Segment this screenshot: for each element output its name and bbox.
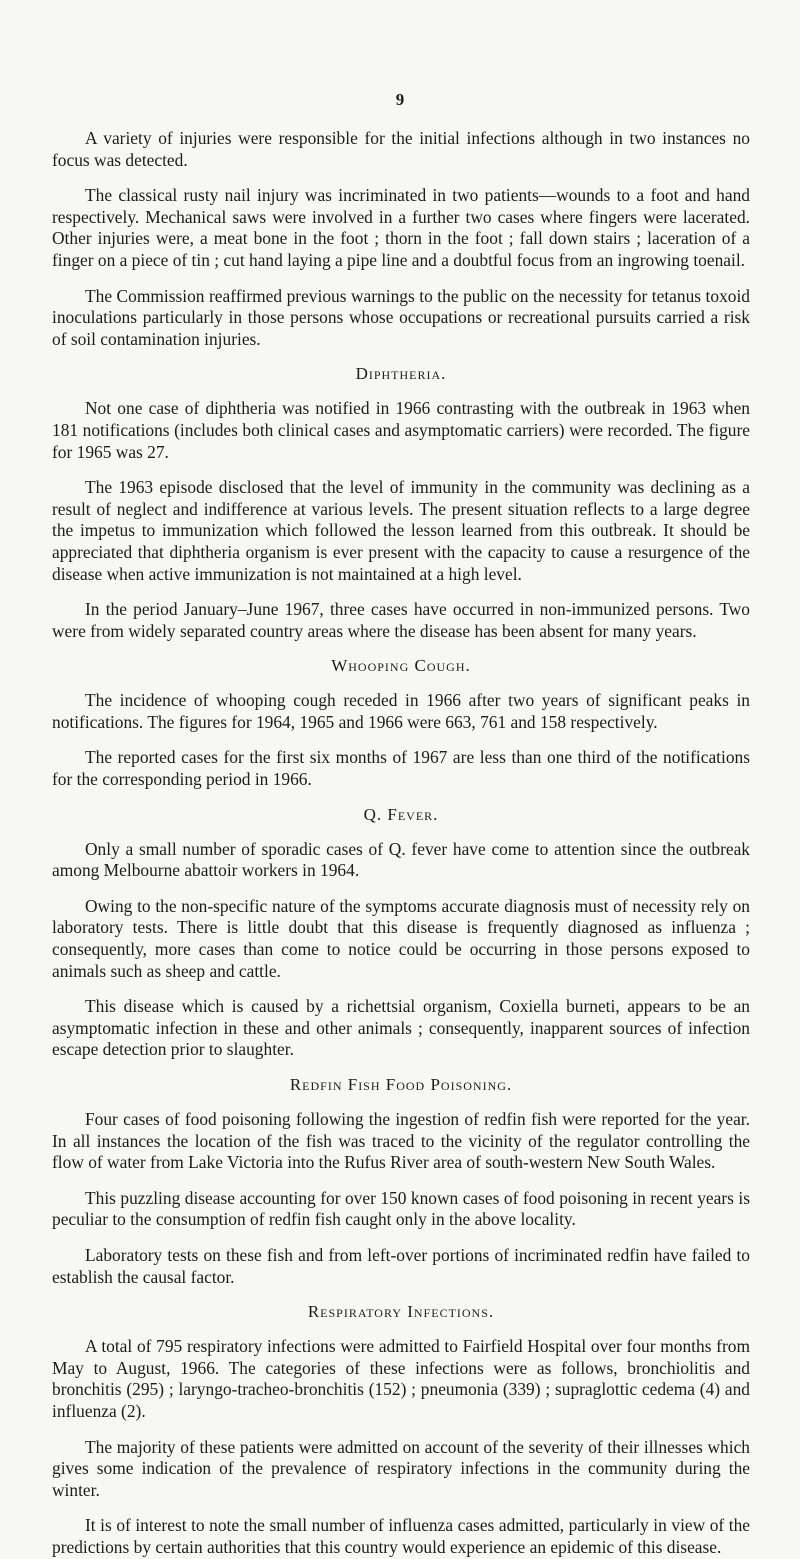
paragraph: The classical rusty nail injury was incriminated in two patients—wounds to a foot and hand respectively. Mechanical saws were involved in a further two cases where fingers were lacerated. Other injuries were, a meat bone in the foot ; thorn in the foot ; fall down stairs ; laceration of a finger on a piece of tin ; cut hand laying a pipe line and a doubtful focus from an ingrowing toenail. bbox=[52, 185, 750, 270]
paragraph: A variety of injuries were responsible for the initial infections although in two instances no focus was detected. bbox=[52, 128, 750, 170]
paragraph: Four cases of food poisoning following the ingestion of redfin fish were reported for the year. In all instances the location of the fish was traced to the vicinity of the regulator controlling the flow of water from Lake Victoria into the Rufus River area of south-western New South Wales. bbox=[52, 1109, 750, 1173]
paragraph: The majority of these patients were admitted on account of the severity of their illnesses which gives some indication of the prevalence of respiratory infections in the community during the winter. bbox=[52, 1436, 750, 1500]
section-heading: Respiratory Infections. bbox=[307, 1302, 495, 1322]
paragraph: Only a small number of sporadic cases of Q. fever have come to attention since the outbreak among Melbourne abattoir workers in 1964. bbox=[52, 838, 750, 881]
paragraph: This puzzling disease accounting for over 150 known cases of food poisoning in recent years is peculiar to the consumption of redfin fish caught only in the above locality. bbox=[52, 1187, 750, 1230]
paragraph: In the period January–June 1967, three cases have occurred in non-immunized persons. Two were from widely separated country areas where the disease has been absent for many years. bbox=[52, 599, 750, 641]
paragraph: Owing to the non-specific nature of the symptoms accurate diagnosis must of necessity rely on laboratory tests. There is little doubt that this disease is frequently diagnosed as influenza ; consequently, more cases than come to notice could be occurring in those persons exposed to animals such as sheep and cattle. bbox=[52, 895, 750, 981]
page-number: 9 bbox=[395, 90, 405, 109]
section-q-fever bbox=[52, 805, 750, 1061]
section-respiratory-infections bbox=[52, 1302, 750, 1558]
section-heading: Q. Fever. bbox=[363, 804, 439, 824]
page-content bbox=[52, 128, 750, 1559]
paragraph: The Commission reaffirmed previous warnings to the public on the necessity for tetanus toxoid inoculations particularly in those persons whose occupations or recreational pursuits carried a risk of soil contamination injuries. bbox=[52, 285, 750, 349]
paragraph: Not one case of diphtheria was notified in 1966 contrasting with the outbreak in 1963 when 181 notifications (includes both clinical cases and asymptomatic carriers) were recorded. The figure for 1965 was 27. bbox=[52, 398, 750, 462]
section-redfin-fish-food-poisoning bbox=[52, 1075, 750, 1288]
paragraph: The 1963 episode disclosed that the level of immunity in the community was declining as a result of neglect and indifference at various levels. The present situation reflects to a large degree the impetus to immunization which followed the lesson learned from this outbreak. It should be appreciated that diphtheria organism is ever present with the capacity to cause a resurgence of the disease when active immunization is not maintained at a high level. bbox=[52, 477, 750, 584]
paragraph: The reported cases for the first six months of 1967 are less than one third of the notifications for the corresponding period in 1966. bbox=[52, 747, 750, 790]
section-heading: Whooping Cough. bbox=[331, 656, 471, 676]
section-diphtheria bbox=[52, 364, 750, 642]
paragraph: The incidence of whooping cough receded in 1966 after two years of significant peaks in notifications. The figures for 1964, 1965 and 1966 were 663, 761 and 158 respectively. bbox=[52, 690, 750, 732]
section-heading: Redfin Fish Food Poisoning. bbox=[289, 1075, 513, 1094]
paragraph: It is of interest to note the small number of influenza cases admitted, particularly in view of the predictions by certain authorities that this country would experience an epidemic of this disease. bbox=[52, 1515, 750, 1557]
section-tetanus-continued bbox=[52, 128, 750, 350]
section-whooping-cough bbox=[52, 656, 750, 790]
paragraph: A total of 795 respiratory infections were admitted to Fairfield Hospital over four months from May to August, 1966. The categories of these infections were as follows, bronchiolitis and bronchitis (295) ; laryngo-tracheo-bronchitis (152) ; pneumonia (339) ; supraglottic cedema (4) and influenza (2). bbox=[52, 1336, 750, 1421]
paragraph: This disease which is caused by a richettsial organism, Coxiella burneti, appears to be an asymptomatic infection in these and other animals ; consequently, inapparent sources of infection escape detection prior to slaughter. bbox=[52, 996, 750, 1060]
section-heading: Diphtheria. bbox=[355, 364, 447, 384]
paragraph: Laboratory tests on these fish and from left-over portions of incriminated redfin have failed to establish the causal factor. bbox=[52, 1244, 750, 1287]
